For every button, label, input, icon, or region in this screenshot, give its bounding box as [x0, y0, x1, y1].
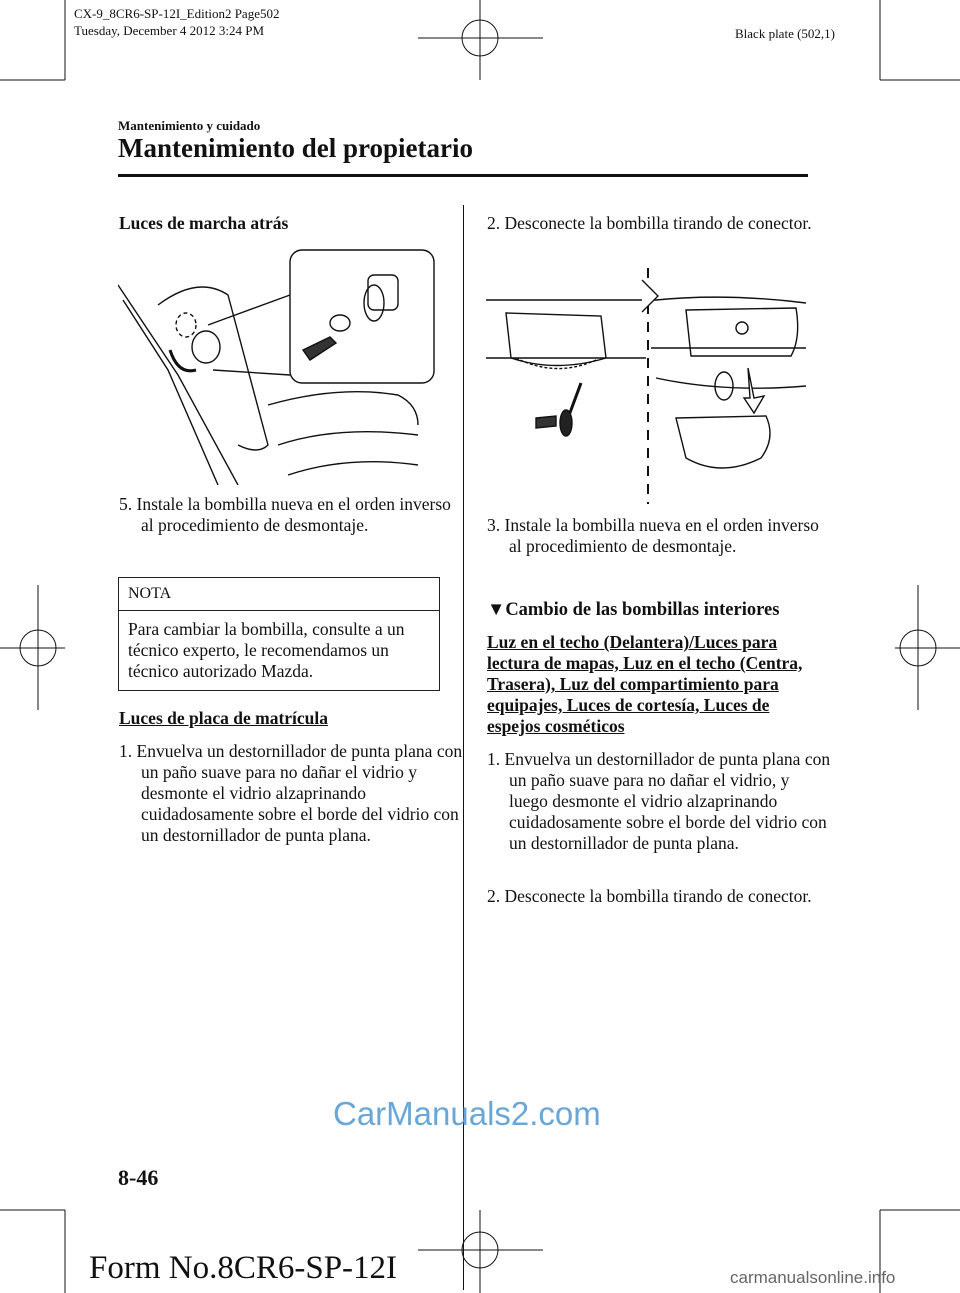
- interior-step-2: 2. Desconecte la bombilla tirando de conector.: [487, 886, 812, 906]
- note-text: Para cambiar la bombilla, consulte a un técnico experto, le recomendamos un técnico autorizado Mazda.: [128, 619, 405, 681]
- watermark: CarManuals2.com: [333, 1095, 601, 1132]
- step-2: 2. Desconecte la bombilla tirando de conector.: [487, 213, 812, 233]
- interior-step-1: 1. Envuelva un destornillador de punta plana con un paño suave para no dañar el vidrio, y luego desmonte el vidrio alzaprinando cuidadosamente sobre el borde del vidrio con un destornillador de punta plana.: [487, 749, 831, 853]
- section-category: Mantenimiento y cuidado: [118, 118, 261, 133]
- form-number: Form No.8CR6-SP-12I: [89, 1250, 398, 1286]
- license-plate-figure: [486, 268, 808, 504]
- reverse-lights-heading: Luces de marcha atrás: [119, 213, 289, 233]
- note-box: [118, 577, 440, 691]
- step-1: 1. Envuelva un destornillador de punta plana con un paño suave para no dañar el vidrio y desmonte el vidrio alzaprinando cuidadosamente sobre el borde del vidrio con un destornillador de punta plana.: [119, 741, 463, 845]
- plate-label: Black plate (502,1): [735, 26, 835, 41]
- interior-subheading: Luz en el techo (Delantera)/Luces para lectura de mapas, Luz en el techo (Centra, Trasera), Luz del compartimiento para equipajes, Luces de cortesía, Luces de espejos cosméticos: [487, 632, 803, 736]
- note-title: NOTA: [128, 585, 172, 602]
- page-number: 8-46: [118, 1165, 159, 1190]
- date-line: Tuesday, December 4 2012 3:24 PM: [74, 23, 265, 38]
- watermark-2: carmanualsonline.info: [730, 1268, 896, 1287]
- interior-heading: [487, 600, 779, 621]
- interior-heading-text: Cambio de las bombillas interiores: [505, 600, 780, 620]
- file-line: CX-9_8CR6-SP-12I_Edition2 Page502: [74, 6, 280, 21]
- reverse-light-figure: [118, 245, 440, 485]
- page-title: Mantenimiento del propietario: [118, 133, 473, 163]
- step-3: 3. Instale la bombilla nueva en el orden inverso al procedimiento de desmontaje.: [487, 515, 819, 556]
- triangle-icon: ▼: [487, 600, 506, 620]
- step-5: 5. Instale la bombilla nueva en el orden inverso al procedimiento de desmontaje.: [119, 494, 451, 535]
- license-plate-heading: Luces de placa de matrícula: [119, 708, 329, 728]
- header-rule: [118, 174, 808, 177]
- file-info: [74, 5, 279, 39]
